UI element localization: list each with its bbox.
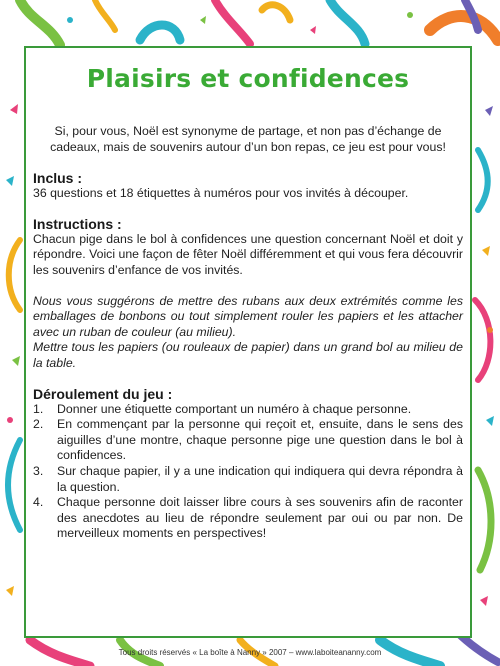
- section-heading: Inclus :: [33, 170, 83, 187]
- document-body: [33, 124, 463, 556]
- page-title: Plaisirs et confidences: [86, 64, 410, 93]
- list-item: [33, 402, 463, 418]
- section-inclus: [33, 170, 463, 202]
- step-number: 4.: [33, 495, 44, 510]
- italic-note: Mettre tous les papiers (ou rouleaux de papier) dans un grand bol au milieu de la table.: [33, 340, 463, 370]
- steps-list: [33, 402, 463, 542]
- step-text: En commençant par la personne qui reçoit et, ensuite, dans le sens des aiguilles d’une montre, chaque personne pige une question dans le bol à confidences.: [57, 417, 463, 463]
- step-number: 1.: [33, 401, 44, 416]
- list-item: [33, 495, 463, 542]
- section-text: 36 questions et 18 étiquettes à numéros pour vos invités à découper.: [33, 186, 409, 201]
- step-number: 3.: [33, 463, 44, 478]
- step-text: Donner une étiquette comportant un numéro à chaque personne.: [57, 401, 412, 416]
- content-card: [24, 46, 472, 638]
- section-heading: Instructions :: [33, 215, 122, 232]
- step-number: 2.: [33, 417, 44, 432]
- section-text: Chacun pige dans le bol à confidences une question concernant Noël et doit y répondre. Voici une façon de fêter Noël différemment et qui vous fera découvrir les souvenirs d’enfance de vos invités.: [33, 231, 463, 277]
- section-deroulement: [33, 386, 463, 542]
- section-instructions: [33, 216, 463, 372]
- step-text: Chaque personne doit laisser libre cours à ses souvenirs afin de raconter des anecdotes au lieu de répondre seulement par oui ou par non. De merveilleux moments en perspectives!: [57, 495, 463, 541]
- section-heading: Déroulement du jeu :: [33, 385, 173, 402]
- copyright-footer: Tous droits réservés « La boîte à Nanny » 2007 – www.laboiteananny.com: [118, 648, 382, 657]
- list-item: [33, 417, 463, 464]
- list-item: [33, 464, 463, 495]
- italic-note: Nous vous suggérons de mettre des rubans aux deux extrémités comme les emballages de bonbons ou tout simplement rouler les papiers et les attacher avec un ruban de couleur (au milieu).: [33, 293, 463, 339]
- step-text: Sur chaque papier, il y a une indication qui indiquera qui devra répondra à la question.: [57, 463, 463, 494]
- intro-paragraph: Si, pour vous, Noël est synonyme de partage, et non pas d’échange de cadeaux, mais de souvenirs autour d’un bon repas, ce jeu est pour vous!: [50, 124, 446, 154]
